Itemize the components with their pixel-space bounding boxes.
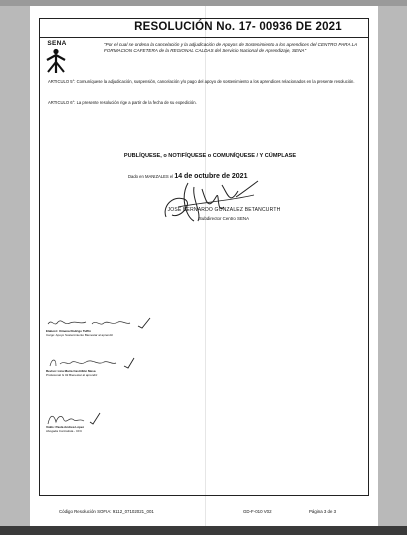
signer-name: JOSE BERNARDO GONZALEZ BETANCURTH: [167, 207, 281, 213]
footer-form-code: GD-F-010 V02: [243, 509, 272, 514]
document-page: [30, 6, 378, 526]
reviewed-role: Profesional G 02 Bienestar al aprendiz: [46, 372, 98, 377]
vobo-role: Abogada Contratista - CFC: [46, 428, 83, 433]
prepared-signature: [46, 316, 156, 330]
article-5: ARTICULO 5°: Comuníquese la adjudicación, suspensión, cancelación y/o pago del apoyo de sostenimiento a los aprendices relacionados en la presente resolución.: [48, 79, 355, 84]
document-frame: [39, 18, 369, 496]
sena-logo-icon: [45, 48, 67, 74]
resolution-title: RESOLUCIÓN No. 17- 00936 DE 2021: [134, 21, 342, 33]
issue-date: 14 de octubre de 2021: [174, 173, 248, 180]
reviewed-signature: [46, 356, 156, 370]
footer-page-number: Página 3 de 3: [309, 509, 337, 514]
article-6: ARTICULO 6°: La presente resolución rige a partir de la fecha de su expedición.: [48, 100, 197, 105]
header-divider: [40, 37, 368, 38]
prepared-by: Elaboró: Ximena Rodrigo Tuffin: [46, 329, 91, 333]
approval-vobo: [46, 412, 166, 434]
approval-prepared: [46, 316, 166, 338]
viewer-bottom-bar: [0, 526, 407, 535]
vobo-by: VoBo: Paola Andrea López: [46, 425, 85, 429]
publiquese-line: PUBLÍQUESE, o NOTIFÍQUESE o COMUNÍQUESE / Y CÚMPLASE: [123, 153, 297, 159]
prepared-role: Cargo: Apoyo Sostenimiento Bienestar al aprendiz: [46, 332, 114, 337]
approval-reviewed: [46, 356, 166, 378]
resolution-intro: "Por el cual se ordena la cancelación y la adjudicación de Apoyos de Sostenimiento a los aprendices del CENTRO PARA LA FORMACION CAFETERA de la REGIONAL CALDAS del Servicio Nacional de Aprendizaje, SENA": [104, 42, 358, 53]
vobo-signature: [46, 412, 156, 426]
footer-resolution-code: Código Resolución SOFIA: 9112_07102021_001: [59, 509, 154, 514]
sena-logo-text: SENA: [47, 40, 67, 47]
issue-place: Dado en MANIZALES el: [128, 174, 174, 179]
signer-title: Subdirector Centro SENA: [198, 216, 250, 221]
reviewed-by: Revisó: Lina María Castrillón Mesa: [46, 369, 96, 373]
sena-logo: [43, 40, 69, 76]
